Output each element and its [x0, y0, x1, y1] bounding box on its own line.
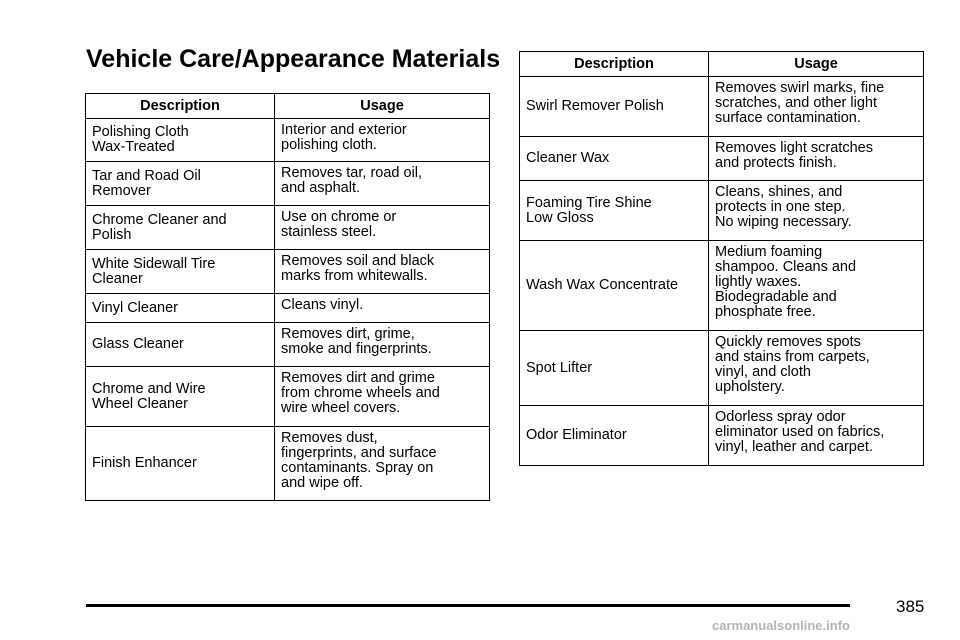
description-cell	[86, 206, 275, 250]
description-cell	[520, 77, 709, 137]
usage-cell	[709, 137, 924, 181]
table-row	[520, 241, 924, 331]
usage-line: vinyl, leather and carpet.	[715, 439, 873, 455]
usage-cell	[275, 162, 490, 206]
usage-line: Removes dust,	[281, 430, 378, 446]
usage-line: Removes tar, road oil,	[281, 165, 423, 181]
description-line: Chrome Cleaner and	[92, 211, 227, 228]
usage-line: Cleans, shines, and	[715, 184, 843, 200]
usage-line: Removes soil and black	[281, 253, 435, 269]
description-cell	[86, 367, 275, 427]
table-row	[86, 367, 490, 427]
usage-line: and protects finish.	[715, 155, 837, 171]
table-row	[86, 250, 490, 294]
description-line: Foaming Tire Shine	[526, 194, 652, 211]
usage-cell	[275, 119, 490, 162]
usage-cell	[709, 181, 924, 241]
description-cell	[520, 137, 709, 181]
usage-line: stainless steel.	[281, 224, 377, 240]
table-header-row	[86, 94, 490, 119]
description-line: White Sidewall Tire	[92, 255, 216, 272]
usage-line: phosphate free.	[715, 304, 816, 320]
table-row	[520, 77, 924, 137]
table-row	[86, 294, 490, 323]
usage-line: vinyl, and cloth	[715, 364, 811, 380]
usage-line: Medium foaming	[715, 244, 823, 260]
description-line: Vinyl Cleaner	[92, 299, 178, 316]
usage-line: protects in one step.	[715, 199, 846, 215]
description-line: Wash Wax Concentrate	[526, 277, 679, 293]
usage-cell	[275, 250, 490, 294]
description-line: Wax-Treated	[92, 139, 175, 155]
usage-line: eliminator used on fabrics,	[715, 424, 885, 440]
table-row	[86, 162, 490, 206]
description-line: Chrome and Wire	[92, 380, 206, 397]
description-cell	[86, 294, 275, 323]
table-row	[520, 137, 924, 181]
table-row	[520, 406, 924, 466]
description-line: Cleaner Wax	[526, 150, 610, 166]
usage-cell	[709, 406, 924, 466]
materials-table-right	[519, 51, 924, 466]
description-line: Cleaner	[92, 270, 143, 287]
usage-line: Use on chrome or	[281, 209, 397, 225]
description-line: Swirl Remover Polish	[526, 98, 664, 114]
usage-line: smoke and fingerprints.	[281, 341, 432, 357]
description-line: Polish	[92, 226, 132, 243]
usage-cell	[275, 206, 490, 250]
usage-line: and stains from carpets,	[715, 349, 870, 365]
usage-header: Usage	[275, 94, 490, 119]
usage-line: Removes dirt and grime	[281, 370, 435, 386]
description-cell	[86, 119, 275, 162]
usage-line: Interior and exterior	[281, 122, 407, 138]
usage-line: Cleans vinyl.	[281, 297, 364, 313]
description-cell	[520, 331, 709, 406]
page-title: Vehicle Care/Appearance Materials	[86, 45, 501, 73]
usage-line: Odorless spray odor	[715, 409, 846, 425]
usage-cell	[709, 331, 924, 406]
table-row	[86, 427, 490, 501]
usage-cell	[275, 367, 490, 427]
usage-line: upholstery.	[715, 379, 785, 395]
description-line: Glass Cleaner	[92, 336, 184, 352]
usage-line: wire wheel covers.	[281, 400, 401, 416]
usage-line: Quickly removes spots	[715, 334, 861, 350]
table-row	[520, 181, 924, 241]
description-line: Tar and Road Oil	[92, 167, 201, 184]
description-cell	[86, 323, 275, 367]
usage-line: Removes dirt, grime,	[281, 326, 415, 342]
usage-line: fingerprints, and surface	[281, 445, 437, 461]
usage-line: Removes swirl marks, fine	[715, 80, 885, 96]
table-header-row	[520, 52, 924, 77]
description-cell	[86, 427, 275, 501]
usage-cell	[709, 241, 924, 331]
description-line: Low Gloss	[526, 209, 594, 226]
usage-line: polishing cloth.	[281, 137, 377, 153]
usage-line: scratches, and other light	[715, 95, 878, 111]
description-line: Odor Eliminator	[526, 427, 627, 443]
usage-line: and wipe off.	[281, 475, 363, 491]
description-cell	[86, 250, 275, 294]
usage-cell	[275, 294, 490, 323]
description-line: Spot Lifter	[526, 359, 593, 376]
table-row	[86, 206, 490, 250]
table-row	[86, 119, 490, 162]
usage-line: surface contamination.	[715, 110, 861, 126]
description-line: Wheel Cleaner	[92, 395, 188, 412]
watermark-text: carmanualsonline.info	[712, 618, 850, 633]
usage-line: and asphalt.	[281, 180, 361, 196]
usage-line: No wiping necessary.	[715, 214, 852, 230]
usage-line: Biodegradable and	[715, 289, 837, 305]
materials-table-left	[85, 93, 490, 501]
description-cell	[86, 162, 275, 206]
usage-line: lightly waxes.	[715, 274, 802, 290]
usage-line: contaminants. Spray on	[281, 460, 434, 476]
description-cell	[520, 406, 709, 466]
usage-cell	[709, 77, 924, 137]
description-line: Remover	[92, 182, 151, 199]
usage-line: shampoo. Cleans and	[715, 259, 857, 275]
description-cell	[520, 181, 709, 241]
usage-cell	[275, 323, 490, 367]
description-header: Description	[86, 94, 275, 119]
usage-line: from chrome wheels and	[281, 385, 440, 401]
description-line: Finish Enhancer	[92, 455, 197, 471]
description-cell	[520, 241, 709, 331]
usage-header: Usage	[709, 52, 924, 77]
page-number: 385	[896, 597, 925, 616]
table-row	[86, 323, 490, 367]
description-header: Description	[520, 52, 709, 77]
usage-cell	[275, 427, 490, 501]
usage-line: Removes light scratches	[715, 140, 873, 156]
table-row	[520, 331, 924, 406]
usage-line: marks from whitewalls.	[281, 268, 428, 284]
description-line: Polishing Cloth	[92, 124, 189, 140]
footer-rule	[86, 604, 850, 607]
